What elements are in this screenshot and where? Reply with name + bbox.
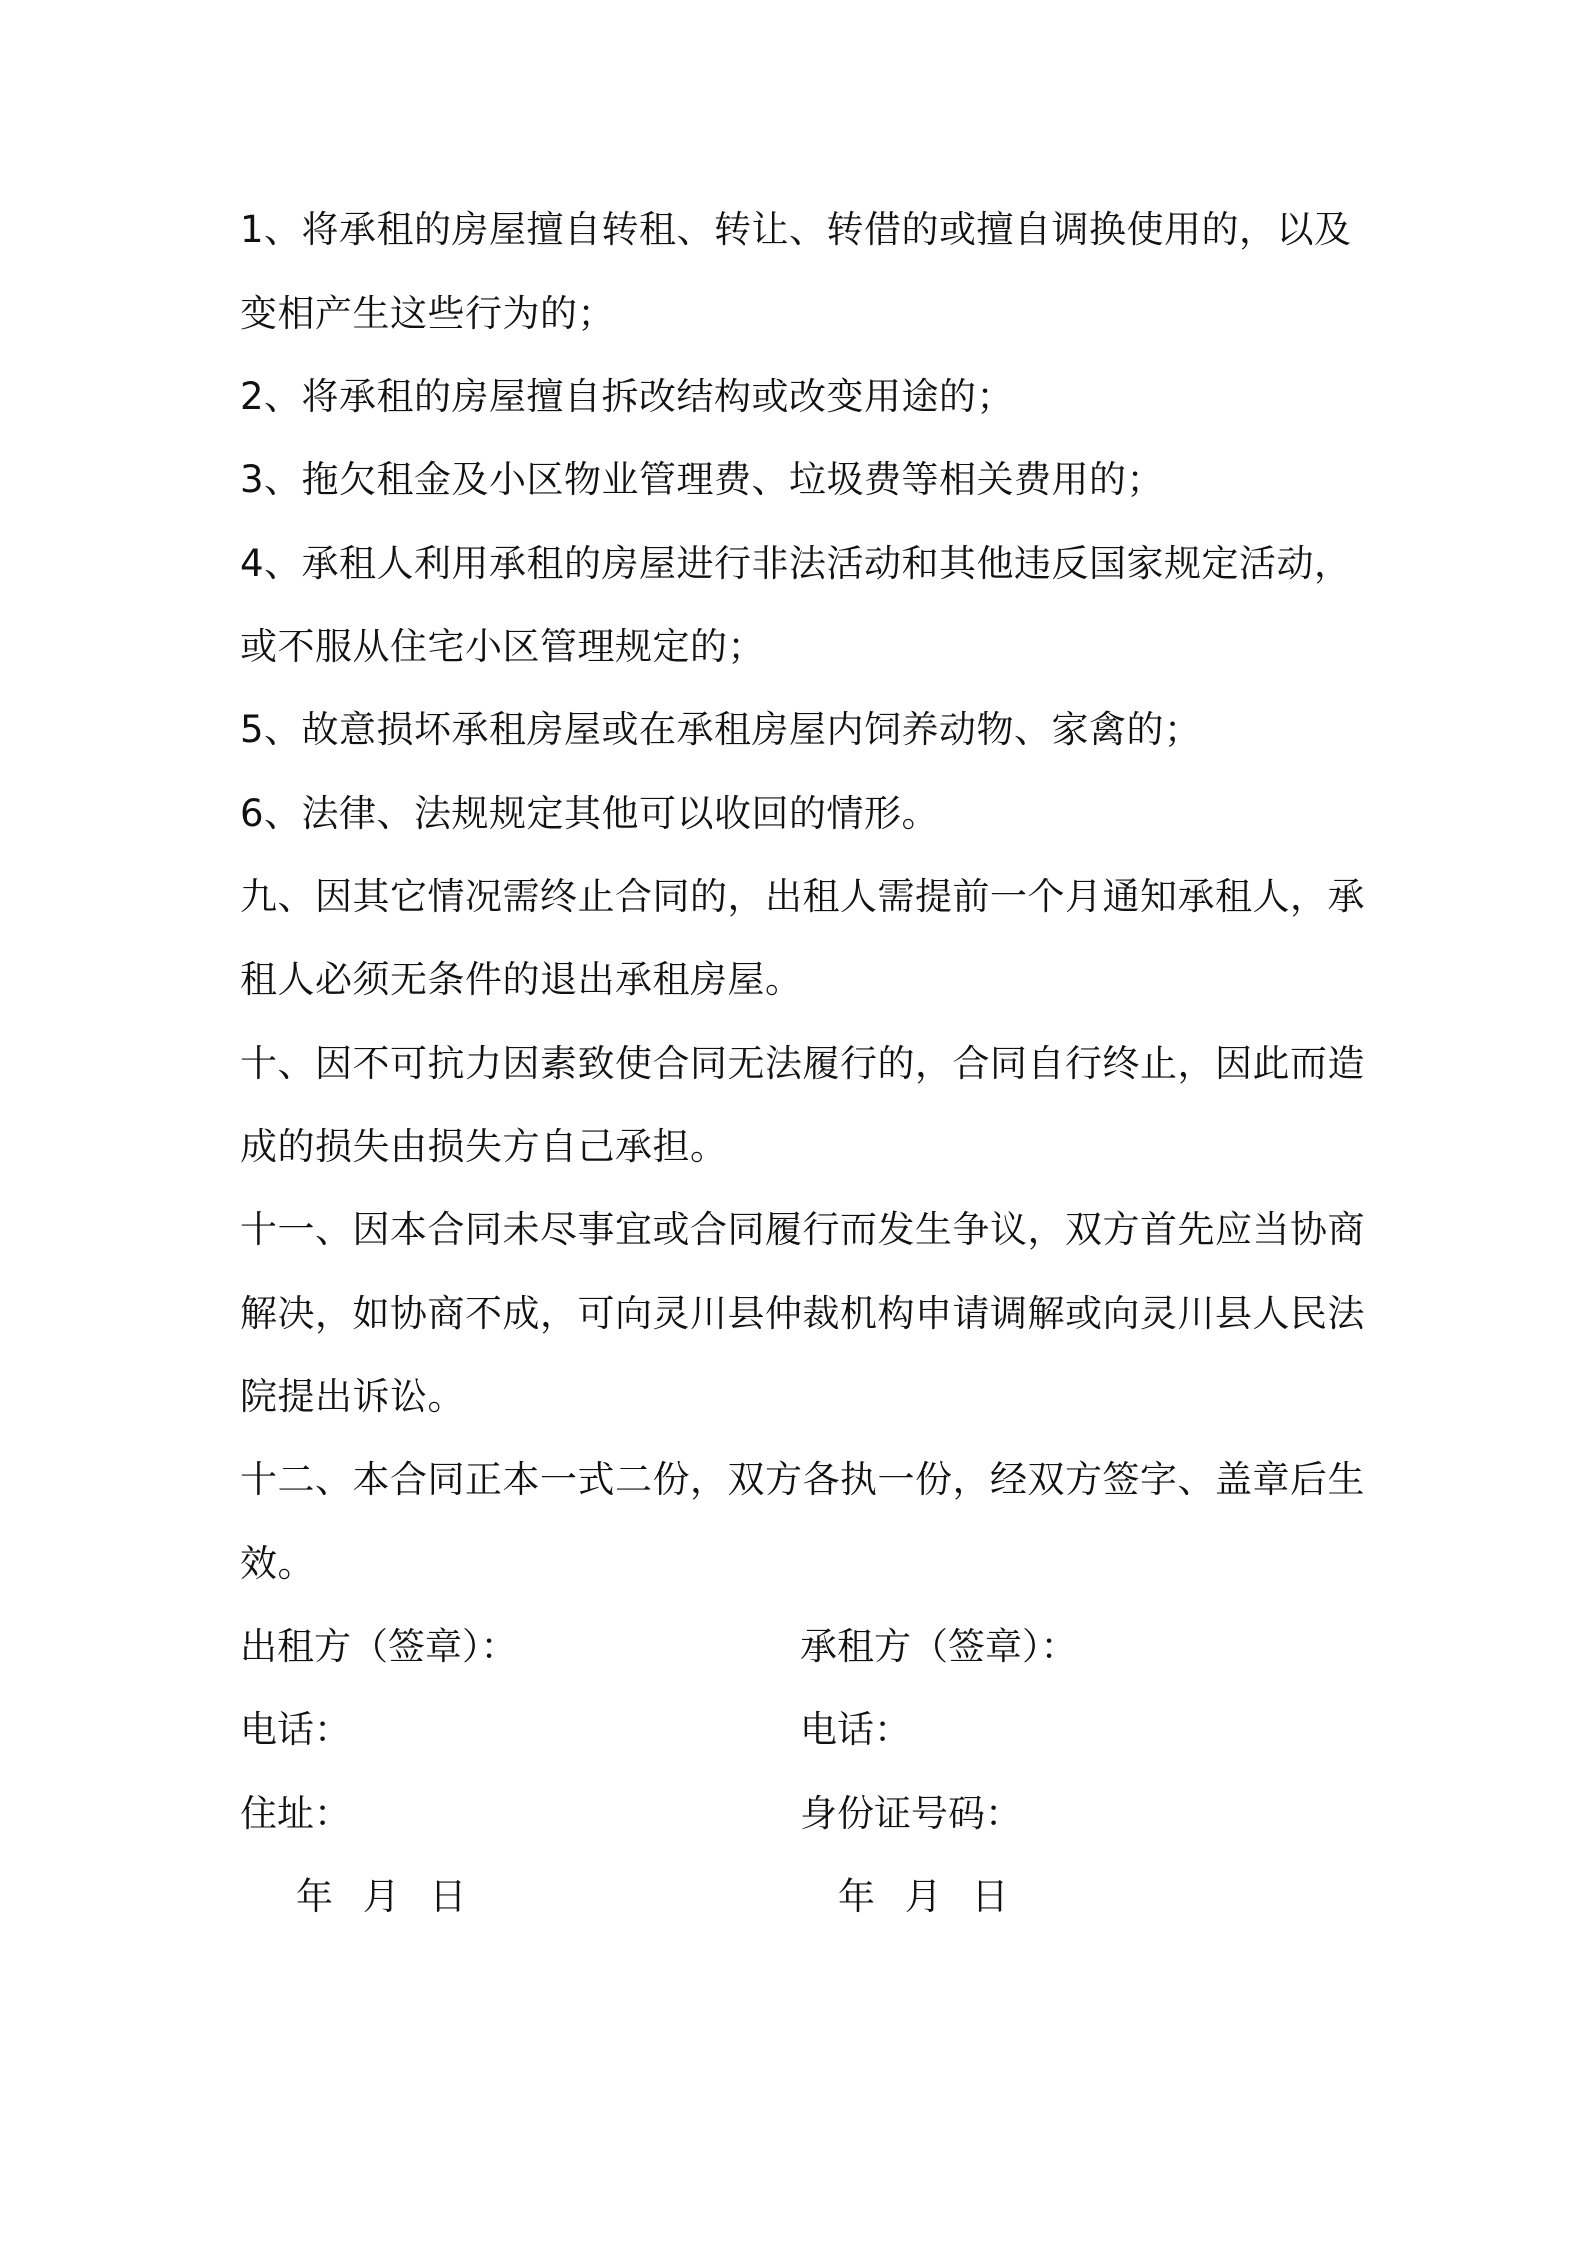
clause-line: 十、因不可抗力因素致使合同无法履行的，合同自行终止，因此而造 xyxy=(240,1042,1365,1085)
lessee-date: 年 月 日 xyxy=(838,1875,1009,1918)
clause-line: 5、故意损坏承租房屋或在承租房屋内饲养动物、家禽的； xyxy=(240,708,1202,751)
clause-line: 租人必须无条件的退出承租房屋。 xyxy=(240,958,803,1001)
clause-line: 九、因其它情况需终止合同的，出租人需提前一个月通知承租人，承 xyxy=(240,875,1365,918)
clause-line: 6、法律、法规规定其他可以收回的情形。 xyxy=(240,792,940,835)
lessor-phone-label: 电话： xyxy=(240,1708,351,1751)
lessee-phone-label: 电话： xyxy=(800,1708,911,1751)
clause-line: 成的损失由损失方自己承担。 xyxy=(240,1125,728,1168)
clause-line: 2、将承租的房屋擅自拆改结构或改变用途的； xyxy=(240,375,1015,418)
lessee-id-label: 身份证号码： xyxy=(800,1792,1022,1835)
clause-line: 解决，如协商不成，可向灵川县仲裁机构申请调解或向灵川县人民法 xyxy=(240,1292,1365,1335)
clause-line: 效。 xyxy=(240,1542,315,1585)
clause-line: 变相产生这些行为的； xyxy=(240,292,615,335)
clause-line: 3、拖欠租金及小区物业管理费、垃圾费等相关费用的； xyxy=(240,458,1165,501)
lessor-address-label: 住址： xyxy=(240,1792,351,1835)
lessor-date: 年 月 日 xyxy=(296,1875,467,1918)
lessor-signature-label: 出租方（签章）： xyxy=(240,1625,518,1668)
clause-line: 4、承租人利用承租的房屋进行非法活动和其他违反国家规定活动， xyxy=(240,542,1352,585)
clause-line: 十二、本合同正本一式二份，双方各执一份，经双方签字、盖章后生 xyxy=(240,1458,1365,1501)
clause-line: 院提出诉讼。 xyxy=(240,1375,465,1418)
clause-line: 1、将承租的房屋擅自转租、转让、转借的或擅自调换使用的，以及 xyxy=(240,208,1352,251)
clause-line: 或不服从住宅小区管理规定的； xyxy=(240,625,765,668)
lessee-signature-label: 承租方（签章）： xyxy=(800,1625,1078,1668)
clause-line: 十一、因本合同未尽事宜或合同履行而发生争议，双方首先应当协商 xyxy=(240,1208,1365,1251)
